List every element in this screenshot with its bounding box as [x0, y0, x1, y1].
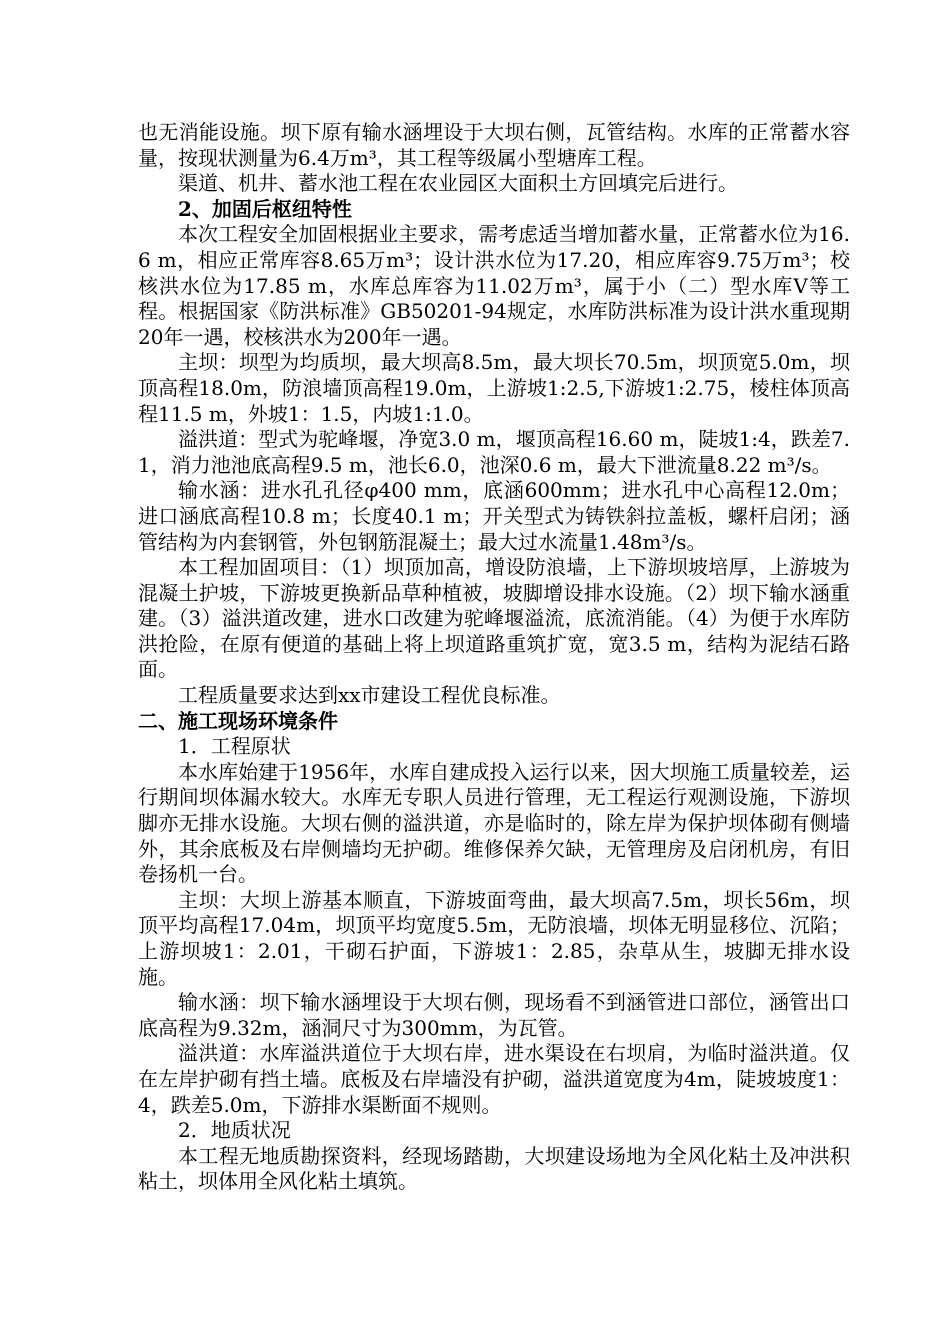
document-page — [138, 120, 850, 1195]
paragraph-intro-tail: 也无消能设施。坝下原有输水涵埋设于大坝右侧，瓦管结构。水库的正常蓄水容量，按现状测量为6.4万m³，其工程等级属小型塘库工程。 — [138, 120, 850, 170]
paragraph-reinforcement-scope: 本次工程安全加固根据业主要求，需考虑适当增加蓄水量，正常蓄水位为16.6 m，相应正常库容8.65万m³；设计洪水位为17.20，相应库容9.75万m³；校核洪水位为17.85 m，水库总库容为11.02万m³，属于小（二）型水库V等工程。根据国家《防洪标准》GB50201-94规定，水库防洪标准为设计洪水重现期20年一遇，校核洪水为200年一遇。 — [138, 222, 850, 349]
subheading-original-state: 1．工程原状 — [178, 734, 291, 759]
paragraph-spillway-current: 溢洪道：水库溢洪道位于大坝右岸，进水渠设在右坝肩，为临时溢洪道。仅在左岸护砌有挡土墙。底板及右岸墙没有护砌，溢洪道宽度为4m，陡坡坡度1：4，跌差5.0m，下游排水渠断面不规则。 — [138, 1041, 850, 1117]
paragraph-geology: 本工程无地质勘探资料，经现场踏勘，大坝建设场地为全风化粘土及冲洪积粘土，坝体用全风化粘土填筑。 — [138, 1143, 850, 1194]
paragraph-culvert: 输水涵：进水孔孔径φ400 mm，底涵600mm；进水孔中心高程12.0m；进口涵底高程10.8 m；长度40.1 m；开关型式为铸铁斜拉盖板，螺杆启闭；涵管结构为内套钢管，外包钢筋混凝土；最大过水流量1.48m³/s。 — [138, 478, 850, 554]
paragraph-reservoir-history: 本水库始建于1956年，水库自建成投入运行以来，因大坝施工质量较差，运行期间坝体漏水较大。水库无专职人员进行管理，无工程运行观测设施，下游坝脚亦无排水设施。大坝右侧的溢洪道，亦是临时的，除左岸为保护坝体砌有侧墙外，其余底板及右岸侧墙均无护砌。维修保养欠缺，无管理房及启闭机房，有旧卷扬机一台。 — [138, 759, 850, 887]
section-heading-reinforced-features: 2、加固后枢纽特性 — [178, 196, 352, 221]
section-heading-site-conditions: 二、施工现场环境条件 — [138, 708, 338, 733]
paragraph-quality-requirement: 工程质量要求达到xx市建设工程优良标准。 — [178, 683, 561, 708]
paragraph-main-dam: 主坝：坝型为均质坝，最大坝高8.5m，最大坝长70.5m，坝顶宽5.0m，坝顶高程18.0m，防浪墙顶高程19.0m，上游坡1:2.5,下游坡1:2.75，棱柱体顶高程11.5 m，外坡1：1.5，内坡1:1.0。 — [138, 350, 850, 426]
subheading-geology: 2．地质状况 — [178, 1118, 291, 1143]
paragraph-canal-works: 渠道、机井、蓄水池工程在农业园区大面积土方回填完后进行。 — [178, 171, 738, 196]
paragraph-main-dam-current: 主坝：大坝上游基本顺直，下游坡面弯曲，最大坝高7.5m，坝长56m，坝顶平均高程17.04m，坝顶平均宽度5.5m，无防浪墙，坝体无明显移位、沉陷；上游坝坡1：2.01，干砌石护面，下游坡1：2.85，杂草从生，坡脚无排水设施。 — [138, 887, 850, 989]
paragraph-spillway: 溢洪道：型式为驼峰堰，净宽3.0 m，堰顶高程16.60 m，陡坡1:4，跌差7.1，消力池池底高程9.5 m，池长6.0，池深0.6 m，最大下泄流量8.22 m³/s。 — [138, 427, 850, 477]
paragraph-reinforcement-items: 本工程加固项目：（1）坝顶加高，增设防浪墙，上下游坝坡培厚，上游坡为混凝土护坡，下游坡更换新品草种植被，坡脚增设排水设施。（2）坝下输水涵重建。（3）溢洪道改建，进水口改建为驼峰堰溢流，底流消能。（4）为便于水库防洪抢险，在原有便道的基础上将上坝道路重筑扩宽，宽3.5 m，结构为泥结石路面。 — [138, 555, 850, 682]
paragraph-culvert-current: 输水涵：坝下输水涵埋设于大坝右侧，现场看不到涵管进口部位，涵管出口底高程为9.32m，涵洞尺寸为300mm，为瓦管。 — [138, 990, 850, 1040]
